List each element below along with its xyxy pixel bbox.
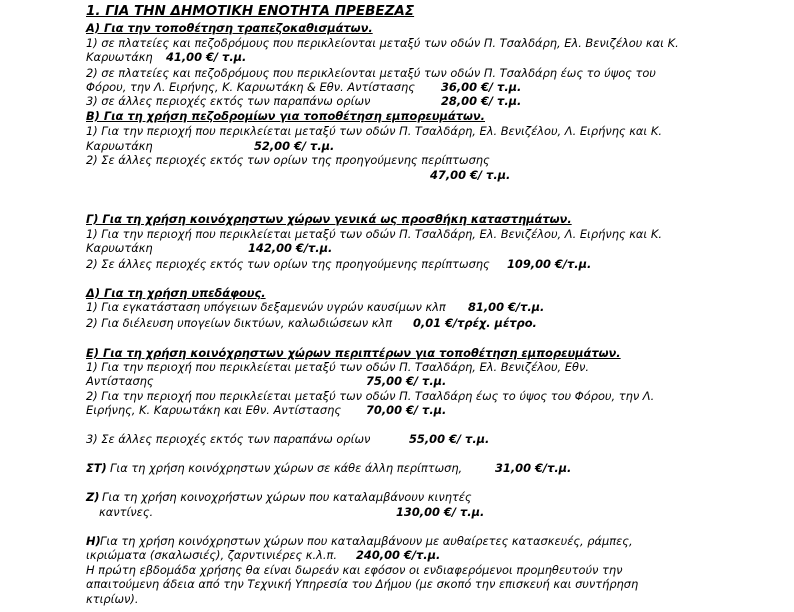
section-b-item2-amount: 47,00 €/ τ.μ. xyxy=(430,168,511,182)
section-e-title: Ε) Για τη χρήση κοινόχρηστων χώρων περιπτέρων για τοποθέτηση εμπορευμάτων. xyxy=(86,346,621,360)
section-a-item2-amount: 36,00 €/ τ.μ. xyxy=(441,80,522,94)
section-b-item2: 2) Σε άλλες περιοχές εκτός των ορίων της προηγούμενης περίπτωσης xyxy=(86,153,490,167)
section-g-title: Γ) Για τη χρήση κοινόχρηστων χώρων γενικά ως προσθήκη καταστημάτων. xyxy=(86,212,572,226)
section-e-item3-amount: 55,00 €/ τ.μ. xyxy=(409,432,490,446)
section-g-item1-line1: 1) Για την περιοχή που περικλείεται μεταξύ των οδών Π. Τσαλδάρη, Ελ. Βενιζέλου, Λ. Ειρήνης και Κ. xyxy=(86,227,663,241)
section-d-item2-amount: 0,01 €/τρέχ. μέτρο. xyxy=(413,316,537,330)
section-g-item2-amount: 109,00 €/τ.μ. xyxy=(507,257,592,271)
section-h-line5: κτιρίων). xyxy=(86,592,139,606)
section-a-item3-amount: 28,00 €/ τ.μ. xyxy=(441,94,522,108)
section-st-amount: 31,00 €/τ.μ. xyxy=(495,461,572,475)
section-d-item1: 1) Για εγκατάσταση υπόγειων δεξαμενών υγρών καυσίμων κλπ xyxy=(86,300,446,314)
section-d-item2: 2) Για διέλευση υπογείων δικτύων, καλωδιώσεων κλπ xyxy=(86,316,393,330)
section-h-line1: Για τη χρήση κοινόχρηστων χώρων που καταλαμβάνουν με αυθαίρετες κατασκευές, ράμπες, xyxy=(100,534,633,548)
section-e-item2-amount: 70,00 €/ τ.μ. xyxy=(366,403,447,417)
section-a-item2-line2: Φόρου, την Λ. Ειρήνης, Κ. Καρυωτάκη & Εθν. Αντίστασης xyxy=(86,80,415,94)
section-a-title: Α) Για την τοποθέτηση τραπεζοκαθισμάτων. xyxy=(86,21,373,35)
section-h-line4: απαιτούμενη άδεια από την Τεχνική Υπηρεσία του Δήμου (με σκοπό την επισκευή και συντήρηση xyxy=(86,577,639,591)
section-d-title: Δ) Για τη χρήση υπεδάφους. xyxy=(86,286,266,300)
section-g-item1-line2: Καρυωτάκη xyxy=(86,241,153,255)
section-e-item2-line2: Ειρήνης, Κ. Καρυωτάκη και Εθν. Αντίστασης xyxy=(86,403,342,417)
section-e-item2-line1: 2) Για την περιοχή που περικλείεται μεταξύ των οδών Π. Τσαλδάρη έως το ύψος του Φόρου, την Λ. xyxy=(86,389,655,403)
section-h-label: Η) xyxy=(86,534,101,548)
section-b-item1-amount: 52,00 €/ τ.μ. xyxy=(254,139,335,153)
section-g-item2: 2) Σε άλλες περιοχές εκτός των ορίων της προηγούμενης περίπτωσης xyxy=(86,257,490,271)
section-st-label: ΣΤ) xyxy=(86,461,107,475)
section-z-label: Ζ) xyxy=(86,490,100,504)
section-d-item1-amount: 81,00 €/τ.μ. xyxy=(468,300,545,314)
section-z-amount: 130,00 €/ τ.μ. xyxy=(396,505,485,519)
section-a-item3: 3) σε άλλες περιοχές εκτός των παραπάνω ορίων xyxy=(86,94,371,108)
section-z-text-line2: καντίνες. xyxy=(99,505,154,519)
section-z-text-line1: Για τη χρήση κοινοχρήστων χώρων που καταλαμβάνουν κινητές xyxy=(102,490,472,504)
section-h-amount: 240,00 €/τ.μ. xyxy=(356,548,441,562)
section-e-item1-line2: Αντίστασης xyxy=(86,374,154,388)
page-title: 1. ΓΙΑ ΤΗΝ ΔΗΜΟΤΙΚΗ ΕΝΟΤΗΤΑ ΠΡΕΒΕΖΑΣ xyxy=(86,3,415,19)
section-a-item1-line2: Καρυωτάκη xyxy=(86,50,153,64)
section-b-item1-line1: 1) Για την περιοχή που περικλείεται μεταξύ των οδών Π. Τσαλδάρη, Ελ. Βενιζέλου, Λ. Ειρήνης και Κ. xyxy=(86,124,663,138)
section-a-item1-amount: 41,00 €/ τ.μ. xyxy=(166,50,247,64)
section-e-item1-line1: 1) Για την περιοχή που περικλείεται μεταξύ των οδών Π. Τσαλδάρη, Ελ. Βενιζέλου, Εθν. xyxy=(86,360,589,374)
section-h-line3: Η πρώτη εβδομάδα χρήσης θα είναι δωρεάν και εφόσον οι ενδιαφερόμενοι προμηθευτούν την xyxy=(86,563,623,577)
section-e-item1-amount: 75,00 €/ τ.μ. xyxy=(366,374,447,388)
section-b-title: Β) Για τη χρήση πεζοδρομίων για τοποθέτηση εμπορευμάτων. xyxy=(86,109,486,123)
section-g-item1-amount: 142,00 €/τ.μ. xyxy=(248,241,333,255)
section-a-item1-line1: 1) σε πλατείες και πεζοδρόμους που περικλείονται μεταξύ των οδών Π. Τσαλδάρη, Ελ. Βενιζέλου και Κ. xyxy=(86,36,679,50)
section-a-item2-line1: 2) σε πλατείες και πεζοδρόμους που περικλείονται μεταξύ των οδών Π. Τσαλδάρη έως το ύψος του xyxy=(86,66,656,80)
section-e-item3: 3) Σε άλλες περιοχές εκτός των παραπάνω ορίων xyxy=(86,432,371,446)
section-b-item1-line2: Καρυωτάκη xyxy=(86,139,153,153)
section-st-text: Για τη χρήση κοινόχρηστων χώρων σε κάθε άλλη περίπτωση, xyxy=(110,461,463,475)
section-h-line2: ικριώματα (σκαλωσιές), ζαρντινιέρες κ.λ.π. xyxy=(86,548,337,562)
